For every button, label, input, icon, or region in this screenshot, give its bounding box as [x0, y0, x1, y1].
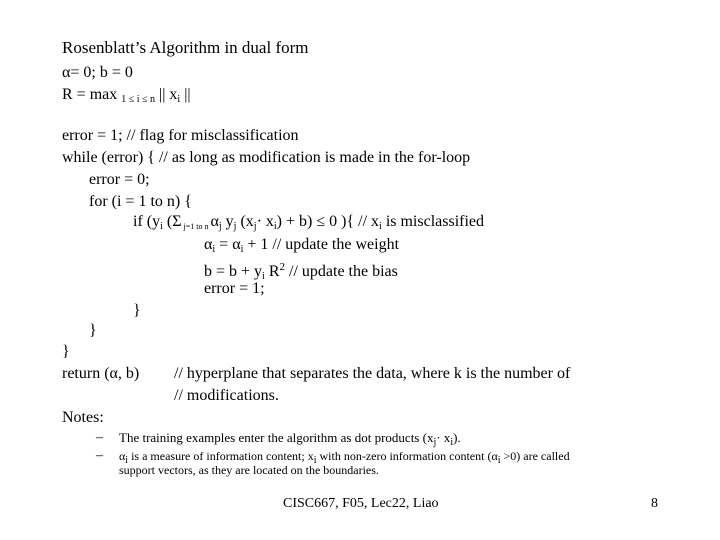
update-weight-line: $\alpha_i = \alpha_i + 1$ // update the weight — [204, 236, 400, 255]
closing-brace-for: } — [89, 322, 97, 339]
error-reset-line: error = 0; — [89, 171, 150, 188]
page-number: 8 — [651, 496, 658, 511]
for-line: for (i = 1 to n) { — [89, 193, 192, 210]
return-comment-line1: // hyperplane that separates the data, where k is the number of — [174, 365, 571, 382]
note-2-line1: $\alpha_i$ is a measure of information content; $x_i$ with non-zero information content $(\alpha_i >0)$ are called — [119, 449, 570, 466]
note-bullet-dash: – — [96, 448, 103, 463]
notes-label: Notes: — [62, 409, 104, 426]
footer-text: CISC667, F05, Lec22, Liao — [283, 496, 439, 511]
if-condition-line: if ($y_i$ (Σ j=1 to n $\alpha_j$ $y_j$ $(x_j\cdot x_i) + b) \le 0$ ){ // $x_i$ is misclassified — [133, 213, 485, 232]
error-set-line: error = 1; — [204, 280, 265, 297]
return-line: return (α, b) — [62, 365, 140, 382]
note-1: The training examples enter the algorithm as dot products $(x_j\cdot x_i)$. — [119, 430, 461, 448]
alpha-symbol: α — [62, 64, 71, 81]
error-init-line: error = 1; // flag for misclassification — [62, 127, 299, 144]
init-line: α= 0; b = 0 — [62, 64, 133, 81]
r-definition-line: R = max $_{1 \le i \le n}$ || $x_i$ || — [62, 86, 191, 105]
closing-brace-while: } — [62, 343, 70, 360]
note-2-line2: support vectors, as they are located on the boundaries. — [119, 463, 379, 477]
while-line: while (error) { // as long as modification is made in the for-loop — [62, 149, 471, 166]
closing-brace-if: } — [133, 302, 141, 319]
update-bias-line: $b = b + y_i$ $R^2$ // update the bias — [204, 261, 398, 282]
note-bullet-dash: – — [96, 430, 103, 445]
return-comment-line2: // modifications. — [174, 387, 279, 404]
slide-title: Rosenblatt’s Algorithm in dual form — [62, 38, 309, 57]
